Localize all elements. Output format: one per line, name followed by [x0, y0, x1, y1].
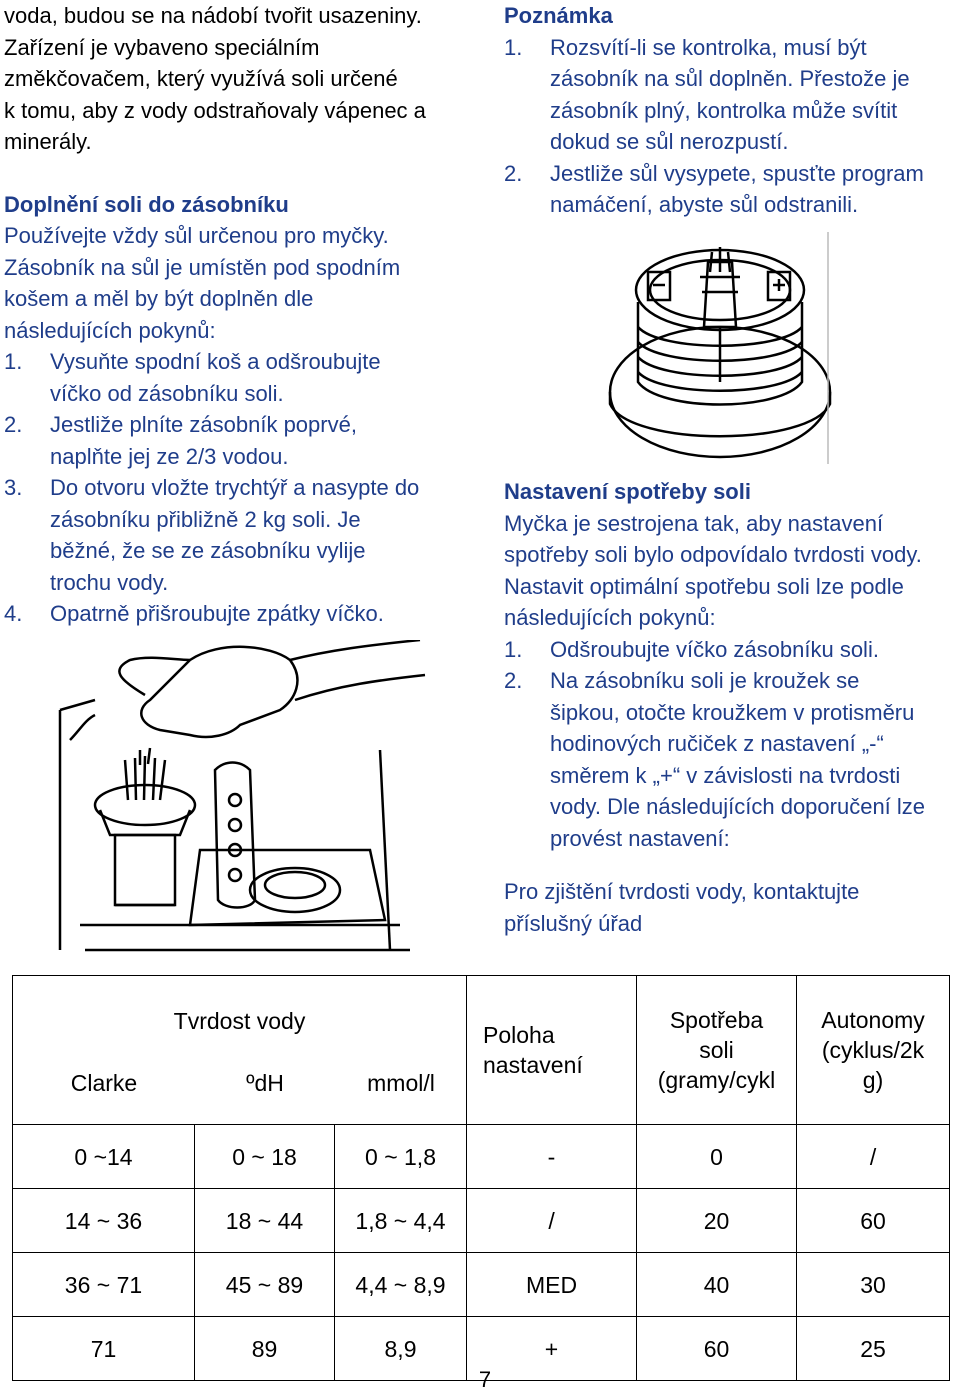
cell-autonomy: /	[797, 1125, 950, 1189]
step-line: hodinových ručiček z nastavení „-“	[550, 731, 884, 756]
note-line: zásobník plný, kontrolka může svítit	[550, 97, 898, 123]
cell-autonomy: 25	[797, 1317, 950, 1381]
contact-line: příslušný úřad	[504, 910, 643, 936]
cell-consumption: 40	[637, 1253, 797, 1317]
cell-consumption: 60	[637, 1317, 797, 1381]
col-header-clarke: Clarke	[70, 1070, 138, 1096]
note-line: namáčení, abyste sůl odstranili.	[550, 192, 859, 217]
intro-line: voda, budou se na nádobí tvořit usazeniny.	[4, 3, 422, 28]
step-line: šipkou, otočte kroužkem v protisměru	[550, 699, 915, 725]
note-number: 2.	[504, 160, 523, 186]
step-item	[504, 665, 960, 854]
page-number: 7	[478, 1367, 492, 1392]
para-line: následujících pokynů:	[4, 317, 216, 343]
step-line: naplňte jej ze 2/3 vodou.	[50, 443, 289, 469]
col-header-dh: ºdH	[246, 1070, 284, 1096]
step-item	[4, 598, 474, 630]
table-row	[13, 1125, 950, 1189]
note-line: dokud se sůl nerozpustí.	[550, 129, 789, 154]
para-line: spotřeby soli bylo odpovídalo tvrdosti vody.	[504, 542, 922, 567]
col-header-consumption-line: Spotřeba	[669, 1007, 764, 1033]
cell-position: MED	[467, 1253, 637, 1317]
step-line: běžné, že se ze zásobníku vylije	[50, 538, 366, 563]
contact-line: Pro zjištění tvrdosti vody, kontaktujte	[504, 879, 860, 904]
table-row	[13, 1189, 950, 1253]
cell-dh: 45 ~ 89	[195, 1253, 335, 1317]
cell-mmol: 0 ~ 1,8	[335, 1125, 467, 1189]
col-header-consumption	[637, 976, 797, 1125]
step-item	[504, 634, 960, 666]
step-number: 1.	[4, 349, 23, 374]
section-heading-salt-consumption: Nastavení spotřeby soli	[504, 479, 751, 504]
right-column	[504, 0, 960, 221]
step-line: Jestliže plníte zásobník poprvé,	[50, 412, 357, 437]
salt-refill-illustration	[40, 640, 430, 960]
cell-position: +	[467, 1317, 637, 1381]
cell-mmol: 1,8 ~ 4,4	[335, 1189, 467, 1253]
col-header-position-line: nastavení	[483, 1052, 583, 1078]
step-item	[4, 346, 474, 409]
para-line: Používejte vždy sůl určenou pro myčky.	[4, 223, 389, 248]
intro-line: minerály.	[4, 129, 92, 154]
salt-dial-svg	[600, 232, 850, 464]
dishwasher-illustration-svg	[40, 640, 430, 960]
para-line: Nastavit optimální spotřebu soli lze podle	[504, 573, 904, 599]
col-header-mmol: mmol/l	[367, 1070, 435, 1096]
intro-line: změkčovačem, který využívá soli určené	[4, 66, 398, 91]
cell-dh: 89	[195, 1317, 335, 1381]
intro-line: k tomu, aby z vody odstraňovaly vápenec a	[4, 97, 426, 123]
para-line: následujících pokynů:	[504, 605, 716, 630]
col-header-autonomy-line: (cyklus/2k	[821, 1037, 925, 1063]
step-line: zásobníku přibližně 2 kg soli. Je	[50, 506, 361, 532]
para-line: košem a měl by být doplněn dle	[4, 286, 314, 311]
step-line: vody. Dle následujících doporučení lze	[550, 794, 926, 819]
para-line: Myčka je sestrojena tak, aby nastavení	[504, 510, 884, 536]
step-line: trochu vody.	[50, 569, 169, 595]
cell-dh: 18 ~ 44	[195, 1189, 335, 1253]
col-header-autonomy-line: Autonomy	[821, 1007, 925, 1033]
col-header-consumption-line: (gramy/cykl	[657, 1067, 776, 1093]
note-item	[504, 32, 960, 158]
cell-consumption: 20	[637, 1189, 797, 1253]
col-header-consumption-line: soli	[699, 1037, 734, 1063]
step-number: 3.	[4, 475, 23, 500]
col-header-position-line: Poloha	[483, 1022, 555, 1048]
note-line: zásobník na sůl doplněn. Přestože je	[550, 66, 910, 91]
note-number: 1.	[504, 34, 523, 60]
cell-consumption: 0	[637, 1125, 797, 1189]
cell-clarke: 0 ~14	[13, 1125, 195, 1189]
table-header-row	[13, 976, 950, 1125]
step-number: 4.	[4, 601, 23, 626]
note-item	[504, 158, 960, 221]
cell-position: -	[467, 1125, 637, 1189]
step-item	[4, 409, 474, 472]
intro-line: Zařízení je vybaveno speciálním	[4, 34, 320, 60]
salt-dial-illustration	[600, 232, 850, 464]
step-number: 1.	[504, 636, 523, 662]
col-header-autonomy	[797, 976, 950, 1125]
hardness-header-cell	[13, 976, 467, 1125]
step-line: Na zásobníku soli je kroužek se	[550, 668, 860, 693]
col-header-autonomy-line: g)	[862, 1067, 884, 1093]
table-row	[13, 1253, 950, 1317]
step-item	[4, 472, 474, 598]
step-line: víčko od zásobníku soli.	[50, 380, 284, 406]
cell-autonomy: 60	[797, 1189, 950, 1253]
step-number: 2.	[4, 412, 23, 437]
hardness-group-header: Tvrdost vody	[173, 1008, 306, 1034]
cell-clarke: 36 ~ 71	[13, 1253, 195, 1317]
col-header-position	[467, 976, 637, 1125]
cell-position: /	[467, 1189, 637, 1253]
cell-clarke: 14 ~ 36	[13, 1189, 195, 1253]
step-line: Do otvoru vložte trychtýř a nasypte do	[50, 475, 420, 500]
step-line: Odšroubujte víčko zásobníku soli.	[550, 636, 879, 662]
left-column	[4, 0, 474, 630]
para-line: Zásobník na sůl je umístěn pod spodním	[4, 254, 401, 280]
step-line: Opatrně přišroubujte zpátky víčko.	[50, 601, 384, 626]
water-hardness-table	[12, 975, 950, 1381]
note-heading: Poznámka	[504, 3, 613, 28]
cell-mmol: 4,4 ~ 8,9	[335, 1253, 467, 1317]
cell-clarke: 71	[13, 1317, 195, 1381]
step-number: 2.	[504, 668, 523, 693]
section-heading-salt-refill: Doplnění soli do zásobníku	[4, 191, 289, 217]
step-line: směrem k „+“ v závislosti na tvrdosti	[550, 762, 901, 788]
cell-dh: 0 ~ 18	[195, 1125, 335, 1189]
note-line: Rozsvítí-li se kontrolka, musí být	[550, 34, 867, 60]
note-line: Jestliže sůl vysypete, spusťte program	[550, 160, 924, 186]
cell-autonomy: 30	[797, 1253, 950, 1317]
right-column-lower	[504, 476, 960, 939]
step-line: Vysuňte spodní koš a odšroubujte	[50, 349, 381, 374]
step-line: provést nastavení:	[550, 825, 730, 851]
cell-mmol: 8,9	[335, 1317, 467, 1381]
